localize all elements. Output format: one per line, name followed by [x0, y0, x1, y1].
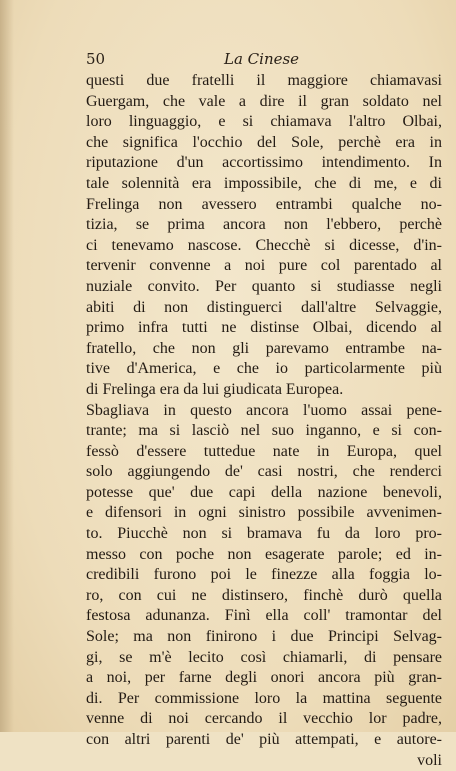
text-line: gi, se m'è lecito così chiamarli, di pensare: [86, 648, 442, 666]
page-gutter-shadow: [0, 0, 14, 732]
text-line: nuziale convito. Per quanto si studiasse negli: [86, 277, 442, 295]
text-line: che significa l'occhio del Sole, perchè era in: [86, 133, 442, 151]
text-line: ro, con cui ne distinsero, finchè durò quella: [86, 586, 442, 604]
page-header: [86, 50, 426, 70]
text-line: voli: [417, 751, 442, 769]
running-title: La Cinese: [224, 50, 300, 68]
text-line: tive d'America, e che io particolarmente più: [86, 360, 442, 378]
text-line: tizia, se prima ancora non l'ebbero, perchè: [86, 216, 442, 234]
text-line: tale solennità era impossibile, che di me, e di: [86, 174, 442, 192]
text-line: Sbagliava in questo ancora l'uomo assai pene-: [86, 401, 442, 419]
text-line: di. Per commissione loro la mattina seguente: [86, 689, 442, 707]
text-line: Guergam, che vale a dire il gran soldato nel: [86, 92, 442, 110]
text-line: solo aggiungendo de' casi nostri, che renderci: [86, 463, 442, 481]
text-line: festosa adunanza. Finì ella coll' tramontar del: [86, 607, 442, 625]
body-text: [86, 71, 442, 771]
text-line: tervenir convenne a noi pure col parentado al: [86, 257, 442, 275]
text-line: to. Piucchè non si bramava fu da loro pro-: [86, 525, 442, 543]
text-line: fessò d'essere tuttedue nate in Europa, quel: [86, 442, 442, 460]
text-line: ci tenevamo nascose. Checchè si dicesse, d'in-: [86, 236, 442, 254]
text-line: messo con poche non esagerate parole; ed in-: [86, 545, 442, 563]
text-line: fratello, che non gli parevamo entrambe na-: [86, 339, 442, 357]
text-line: credibili furono poi le finezze alla foggia lo-: [86, 566, 442, 584]
text-line: trante; ma si lasciò nel suo inganno, e si con-: [86, 422, 442, 440]
text-line: potesse que' due capi della nazione benevoli,: [86, 483, 442, 501]
text-line: questi due fratelli il maggiore chiamavasi: [86, 72, 442, 89]
text-line: riputazione d'un accortissimo intendimento. In: [86, 154, 442, 172]
text-line: primo infra tutti ne distinse Olbai, dicendo al: [86, 319, 442, 337]
text-line: a noi, per farne degli onori ancora più gran-: [86, 669, 442, 687]
text-line: loro linguaggio, e si chiamava l'altro Olbai,: [86, 113, 442, 131]
text-line: venne di noi cercando il vecchio lor padre,: [86, 710, 442, 728]
text-line: di Frelinga era da lui giudicata Europea.: [86, 380, 344, 398]
text-line: abiti di non distinguerci dall'altre Selvaggie,: [86, 298, 442, 316]
text-line: e difensori in ogni sinistro possibile avvenimen-: [86, 504, 442, 522]
text-line: Sole; ma non finirono i due Principi Selvag-: [86, 628, 442, 646]
page-number: 50: [86, 50, 106, 68]
text-line: Frelinga non avessero entrambi qualche no-: [86, 195, 442, 213]
text-line: con altri parenti de' più attempati, e autore-: [86, 731, 442, 748]
